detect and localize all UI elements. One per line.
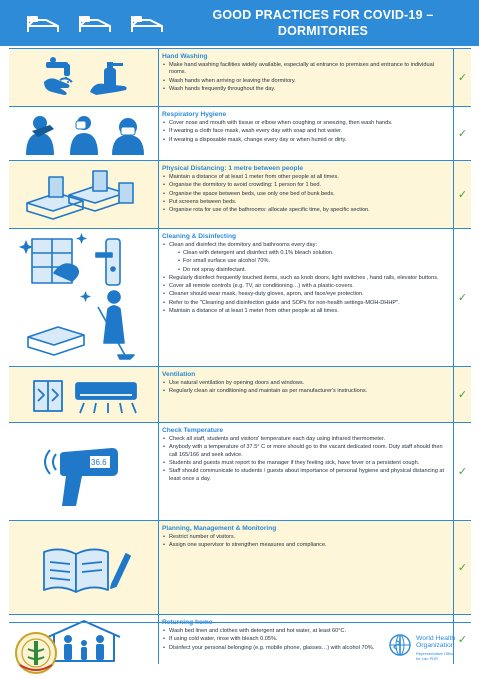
list-item: • Make hand washing facilities widely available, especially at entrance to premises and entrance to individual rooms.	[162, 62, 452, 77]
footer	[0, 623, 479, 679]
section-physical-distancing	[9, 160, 471, 228]
list-item: • Regularly disinfect frequently touched items, such as knob doors, light switches , hand rails, elevator buttons.	[162, 275, 452, 282]
check-icon: ✓	[453, 367, 471, 422]
section-content	[162, 110, 452, 145]
list-item: • Disinfect your personal belonging (e.g. mobile phone, glasses…) with alcohol 70%.	[162, 645, 452, 652]
list-item: • Organise the dormitory to avoid crowding: 1 person for 1 bed.	[162, 182, 452, 189]
sub-list-item: • Clean with detergent and disinfect with 0.1% bleach solution.	[177, 250, 452, 257]
sub-list	[177, 250, 452, 274]
list-item: • Cleaner should wear mask, heavy-duty gloves, apron, and face/eye protection.	[162, 291, 452, 298]
ventilation-icon	[9, 367, 159, 422]
check-icon: ✓	[453, 229, 471, 366]
list-item: • Staff should communicate to students / guests about importance of personal hygiene and physical distancing at least once a day.	[162, 468, 452, 483]
who-office-line-2: for Lao PDR	[416, 655, 439, 661]
check-icon: ✓	[453, 161, 471, 228]
section-content	[162, 52, 452, 94]
respiratory-hygiene-icon	[9, 107, 159, 160]
ministry-emblem-icon	[14, 631, 58, 675]
section-title: Physical Distancing: 1 metre between people	[162, 165, 304, 172]
physical-distancing-icon	[9, 161, 159, 228]
notebook-icon	[9, 521, 159, 614]
list-item: • Wash hands when arriving or leaving the dormitory.	[162, 78, 452, 85]
list-item: • Students and guests must report to the manager if they feeling sick, have fever or a persistent cough.	[162, 460, 452, 467]
sub-list-item: • Do not spray disinfectant.	[177, 267, 452, 274]
list-item	[162, 242, 452, 274]
bed-icon	[80, 16, 110, 32]
list-item-text: Clean and disinfect the dormitory and bathrooms every day:	[169, 242, 318, 248]
bullet-list	[162, 120, 452, 144]
sub-list-item: • For small surface use alcohol 70%.	[177, 258, 452, 265]
check-icon: ✓	[453, 615, 471, 664]
list-item: • If wearing a disposable mask, change every day or when humid or dirty.	[162, 137, 452, 144]
section-title: Check Temperature	[162, 427, 224, 434]
list-item: • Put screens between beds.	[162, 199, 452, 206]
bullet-list	[162, 62, 452, 93]
list-item: • Organise the space between beds, use only one bed of bunk beds.	[162, 191, 452, 198]
section-cleaning-disinfecting	[9, 228, 471, 366]
section-respiratory-hygiene	[9, 106, 471, 160]
header-icons	[24, 6, 174, 40]
header-banner	[0, 0, 479, 46]
bullet-list	[162, 380, 452, 396]
list-item: • Regularly clean air conditioning and maintain as per manufacturer's instructions.	[162, 388, 452, 395]
list-item: • Organise rota for use of the bathrooms: allocate specific time, by specific section.	[162, 207, 452, 214]
section-title: Ventilation	[162, 371, 196, 378]
list-item: • Restrict number of visitors.	[162, 534, 452, 541]
cleaning-disinfecting-icon	[9, 229, 159, 366]
section-title: Respiratory Hygiene	[162, 111, 227, 118]
list-item: • Wash bed linen and clothes with detergent and hot water, at least 60°C.	[162, 628, 452, 635]
section-content	[162, 426, 452, 484]
section-planning-management	[9, 520, 471, 614]
bed-icon	[132, 16, 162, 32]
list-item: • Anybody with a temperature of 37.5° C or more should go to the vacant dedicated room. Duty staff should then call 165/166 and seek advice.	[162, 444, 452, 459]
list-item: • Refer to the "Cleaning and disinfection guide and SOPs for non-health settings-MOH-DHHP".	[162, 300, 452, 307]
svg-text:36.6: 36.6	[90, 457, 107, 467]
section-content	[162, 232, 452, 316]
list-item: • Maintain a distance of at least 1 meter from other people at all times.	[162, 308, 452, 315]
who-name	[416, 635, 476, 649]
who-office-line-1: Representative Office	[416, 651, 455, 656]
list-item: • Maintain a distance of at least 1 meter from other people at all times.	[162, 174, 452, 181]
who-logo-block	[388, 633, 472, 677]
section-title: Planning, Management & Monitoring	[162, 525, 277, 532]
list-item: • If wearing a cloth face mask, wash every day with soap and hot water.	[162, 128, 452, 135]
thermometer-icon	[9, 423, 159, 520]
bullet-list	[162, 534, 452, 550]
bullet-list	[162, 436, 452, 483]
hand-washing-icon	[9, 49, 159, 106]
list-item: • Wash hands frequently throughout the day.	[162, 86, 452, 93]
list-item: • Assign one supervisor to strengthen measures and compliance.	[162, 542, 452, 549]
page-title-line-2: DORMITORIES	[277, 24, 369, 38]
who-emblem-icon	[388, 633, 412, 657]
bullet-list	[162, 174, 452, 215]
who-name-line-2: Organization	[416, 642, 455, 650]
section-content	[162, 370, 452, 397]
section-check-temperature	[9, 422, 471, 520]
who-name-line-1: World Health	[416, 635, 456, 642]
check-icon: ✓	[453, 107, 471, 160]
list-item: • Cover nose and mouth with tissue or elbow when coughing or sneezing, then wash hands.	[162, 120, 452, 127]
section-title: Returning home	[162, 619, 213, 626]
page-title-line-1: GOOD PRACTICES FOR COVID-19 –	[212, 8, 434, 22]
section-content	[162, 524, 452, 551]
page-title	[178, 7, 468, 39]
list-item: • Use natural ventilation by opening doors and windows.	[162, 380, 452, 387]
check-icon: ✓	[453, 423, 471, 520]
section-title: Hand Washing	[162, 53, 208, 60]
list-item: • Check all staff, students and visitors' temperature each day using infrared thermometer.	[162, 436, 452, 443]
bed-icon	[28, 16, 58, 32]
section-content	[162, 164, 452, 215]
list-item: • Cover all remote controls (e.g. TV, air conditioning…) with a plastic-covers.	[162, 283, 452, 290]
section-ventilation	[9, 366, 471, 422]
check-icon: ✓	[453, 49, 471, 106]
bullet-list	[162, 242, 452, 315]
list-item: • If using cold water, rinse with bleach 0.05%.	[162, 636, 452, 643]
who-office	[416, 652, 476, 662]
section-hand-washing	[9, 48, 471, 106]
section-title: Cleaning & Disinfecting	[162, 233, 237, 240]
check-icon: ✓	[453, 521, 471, 614]
